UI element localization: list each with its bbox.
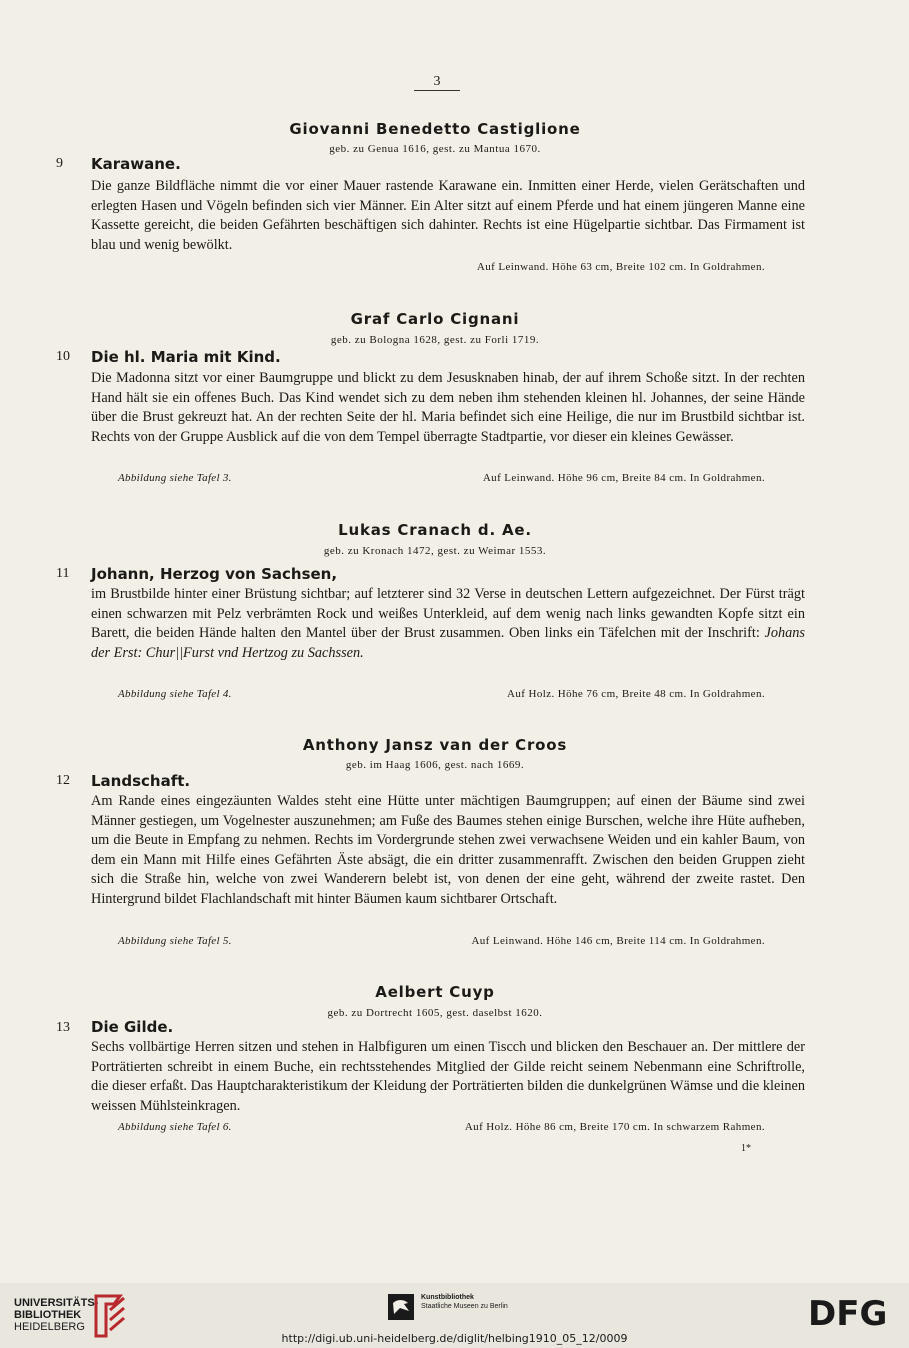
artist-dates: geb. zu Kronach 1472, gest. zu Weimar 1553. — [323, 545, 547, 557]
artist-dates: geb. zu Dortrecht 1605, gest. daselbst 1620. — [327, 1007, 543, 1019]
lot-meta: Auf Holz. Höhe 76 cm, Breite 48 cm. In Goldrahmen. — [507, 688, 765, 700]
lot-meta: Auf Leinwand. Höhe 96 cm, Breite 84 cm. In Goldrahmen. — [482, 472, 765, 484]
lot-description: Am Rande eines eingezäunten Waldes steht eine Hütte unter mächtigen Baumgruppen; auf einen der Bäume sind zwei Männer gestiegen, um Vogelnester auszunehmen; am Fuße des Baumes stehen einige Burschen, welche ihre Hüte aufheben, um die Beute in Empfang zu nehmen. Rechts im Vordergrunde stehen zwei verwachsene Weiden und ein kahler Baum, von dem ein Mann mit Hilfe eines Gefährten Äste absägt, die ein dritter zusammenrafft. Zwischen den beiden Gruppen zieht sich die Straße hin, welche von zwei Wanderern belebt ist, von denen der eine geht, während der zweite rastet. Den Hintergrund bildet Flachlandschaft mit hinter Bäumen kaum sichtbarer Ortschaft. — [91, 793, 805, 907]
signature-mark: 1* — [741, 1143, 751, 1154]
lot-meta: Auf Leinwand. Höhe 63 cm, Breite 102 cm. In Goldrahmen. — [476, 261, 765, 273]
kunstbibliothek-logo-icon[interactable] — [388, 1294, 414, 1320]
lot-number: 11 — [56, 566, 70, 581]
lot-title: Karawane. — [91, 155, 181, 173]
library-name[interactable] — [14, 1297, 98, 1333]
lot-number: 13 — [56, 1020, 70, 1035]
lot-meta: Auf Holz. Höhe 86 cm, Breite 170 cm. In schwarzem Rahmen. — [464, 1121, 765, 1133]
library-line: UNIVERSITÄTS- — [14, 1297, 99, 1309]
lot-title: Die Gilde. — [91, 1018, 174, 1036]
plate-reference: Abbildung siehe Tafel 6. — [118, 1121, 232, 1133]
lot-number: 9 — [56, 156, 63, 171]
description-text: im Brustbilde hinter einer Brüstung sichtbar; auf letzterer sind 32 Verse in deutschen Lettern aufgezeichnet. Der Fürst trägt einen schwarzen mit Pelz verbrämten Rock und weißes Unterkleid, auf dem wenig nach links gewandten Kopfe sitzt ein Barett, die beiden Hände halten den Mantel über der Brust zusammen. Oben links ein Täfelchen mit der Inschrift: — [91, 586, 805, 641]
artist-name: Giovanni Benedetto Castiglione — [289, 120, 581, 138]
lot-description: Die ganze Bildfläche nimmt die vor einer Mauer rastende Karawane ein. Inmitten einer Herde, vielen Gerätschaften und erlegten Hasen und Vögeln befinden sich vier Männer. Ein Alter sitzt auf einem Pferde und hat einem jüngeren Manne eine Kassette gereicht, die beiden Gefährten beschäftigen sich dahinter. Rechts ist eine Hügelpartie sichtbar. Das Firmament ist blau und wenig bewölkt. — [91, 178, 805, 253]
permalink-url[interactable]: http://digi.ub.uni-heidelberg.de/diglit/helbing1910_05_12/0009 — [281, 1332, 628, 1345]
library-line: HEIDELBERG — [14, 1321, 85, 1333]
artist-dates: geb. zu Genua 1616, gest. zu Mantua 1670. — [329, 143, 541, 155]
lot-number: 10 — [56, 349, 70, 364]
artist-name: Anthony Jansz van der Croos — [302, 736, 568, 754]
lot-title: Die hl. Maria mit Kind. — [91, 348, 281, 366]
artist-name: Lukas Cranach d. Ae. — [338, 521, 532, 539]
library-line: BIBLIOTHEK — [14, 1309, 82, 1321]
lot-meta: Auf Leinwand. Höhe 146 cm, Breite 114 cm. In Goldrahmen. — [471, 935, 765, 947]
plate-reference: Abbildung siehe Tafel 4. — [118, 688, 232, 700]
plate-reference: Abbildung siehe Tafel 5. — [118, 935, 232, 947]
artist-dates: geb. zu Bologna 1628, gest. zu Forli 1719. — [330, 334, 540, 346]
page-number: 3 — [414, 74, 460, 91]
kb-line: Staatliche Museen zu Berlin — [421, 1303, 508, 1310]
lot-title: Landschaft. — [91, 772, 191, 790]
lot-title: Johann, Herzog von Sachsen, — [91, 565, 338, 583]
kb-line: Kunstbibliothek — [421, 1294, 474, 1301]
plate-reference: Abbildung siehe Tafel 3. — [118, 472, 232, 484]
dfg-logo-icon[interactable] — [808, 1294, 898, 1330]
artist-name: Aelbert Cuyp — [375, 983, 495, 1001]
kunstbibliothek-name — [421, 1293, 508, 1311]
artist-dates: geb. im Haag 1606, gest. nach 1669. — [345, 759, 525, 771]
dfg-text: DFG — [808, 1294, 888, 1330]
lot-description: Die Madonna sitzt vor einer Baumgruppe und blickt zu dem Jesusknaben hinab, der auf ihrem Schoße sitzt. In der rechten Hand hält sie ein offenes Buch. Das Kind wendet sich zu dem neben ihm stehenden kleinen hl. Johannes, der seine Hände über die Brust gekreuzt hat. An der rechten Seite der hl. Maria befindet sich eine Heilige, die nur im Brustbild sichtbar ist. Rechts von der Gruppe Ausblick auf die von dem Tempel überragte Stadtpartie, vor dieser ein kleines Gewässer. — [91, 370, 805, 445]
artist-name: Graf Carlo Cignani — [350, 310, 520, 328]
lot-description: Sechs vollbärtige Herren sitzen und stehen in Halbfiguren um einen Tiscch und blicken den Beschauer an. Der mittlere der Porträtierten schreibt in einem Buche, ein rechtsstehendes Mitglied der Gilde reicht seinem Nebenmann eine Schriftrolle, die dieser erfaßt. Das Hauptcharakteristikum der Kleidung der Porträtierten bilden die dunkelgrünen Wämse und die kleinen weissen Mühlsteinkragen. — [91, 1039, 805, 1114]
lot-description — [91, 585, 805, 663]
lot-number: 12 — [56, 773, 70, 788]
inscription-text: Johans der Erst: Chur||Furst vnd Hertzog zu Sachssen. — [91, 625, 805, 661]
